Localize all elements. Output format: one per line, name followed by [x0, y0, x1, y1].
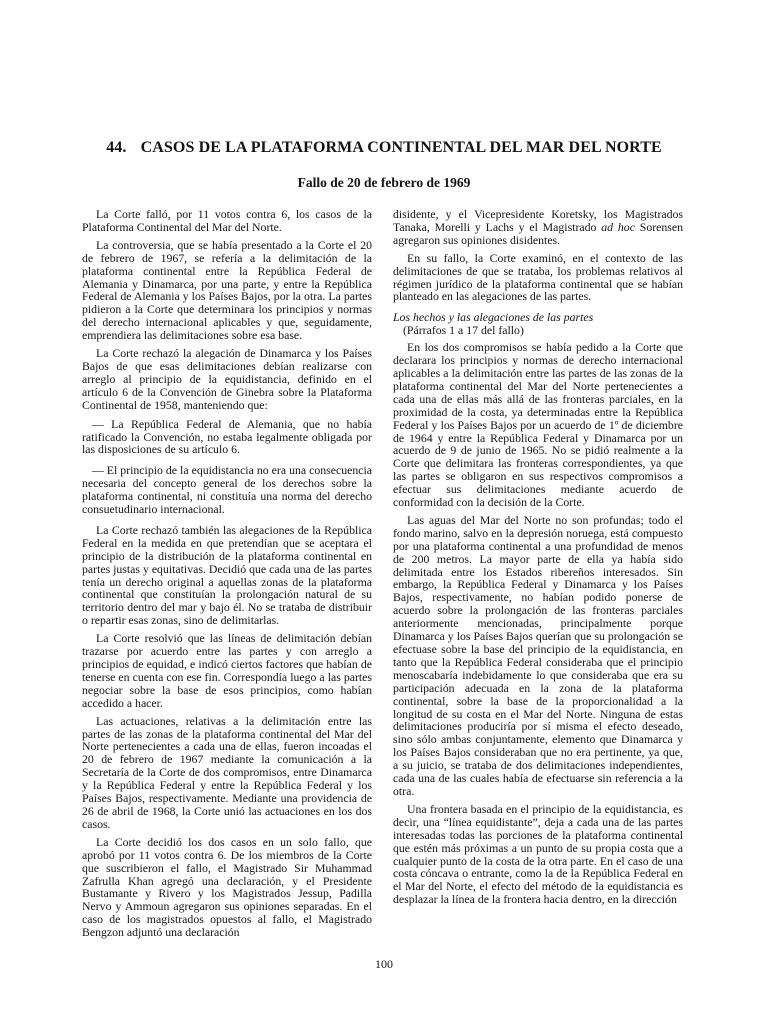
continued-paragraph — [393, 208, 683, 247]
section-heading: CASOS DE LA PLATAFORMA CONTINENTAL DEL MAR DEL NORTE — [140, 139, 662, 156]
quoted-point: — El principio de la equidistancia no era una consecuencia necesaria del concepto general de los derechos sobre la plataforma continental, ni constituía una norma del derecho consuetudinario internacional. — [82, 463, 372, 517]
judgment-date-subtitle: Fallo de 20 de febrero de 1969 — [297, 175, 471, 190]
quoted-point: — La República Federal de Alemania, que no había ratificado la Convención, no estaba legalmente obligada por las disposiciones de su artículo 6. — [82, 416, 372, 457]
paragraph: La Corte rechazó también las alegaciones de la República Federal en la medida en que pretendían que se aceptara el principio de la distribución de la plataforma continental en partes justas y equitativas. Decidió que cada una de las partes tenía un derecho original a aquellas zonas de la plataforma continental que constituían la prolongación natural de su territorio dentro del mar y bajo él. No se trataba de distribuir o repartir esas zonas, sino de delimitarlas. — [82, 522, 372, 628]
paragraph: Las aguas del Mar del Norte no son profundas; todo el fondo marino, salvo en la depresión noruega, está compuesto por una plataforma continental a una profundidad de menos de 200 metros. La mayor parte de ella ya había sido delimitada entre los Estados ribereños interesados. Sin embargo, la República Federal y Dinamarca y los Países Bajos, respectivamente, no habían podido ponerse de acuerdo sobre la prolongación de las fronteras parciales anteriormente mencionadas, principalmente porque Dinamarca y los Países Bajos querían que su prolongación se efectuase sobre la base del principio de la equidistancia, en tanto que la República Federal consideraba que el principio menoscabaría indebidamente lo que consideraba que era su participación adecuada en la zona de la plataforma continental, sobre la base de la proporcionalidad a la longitud de su costa en el Mar del Norte. Ninguna de estas delimitaciones produciría por sí misma el efecto deseado, sino sólo ambas conjuntamente, elemento que Dinamarca y los Países Bajos consideraban que no era pertinente, ya que, a su juicio, se trataba de dos delimitaciones independientes, cada una de las cuales había de efectuarse sin referencia a la otra. — [393, 512, 683, 798]
paragraph: La Corte falló, por 11 votos contra 6, los casos de la Plataforma Continental del Mar del Norte. — [82, 208, 372, 234]
left-text-column — [82, 208, 372, 960]
page-number: 100 — [375, 957, 393, 971]
paragraph: La Corte resolvió que las líneas de delimitación debían trazarse por acuerdo entre las partes y con arreglo a principios de equidad, e indicó ciertos factores que habían de tenerse en cuenta con ese fin. Correspondía luego a las partes negociar sobre la base de esos principios, como habían accedido a hacer. — [82, 631, 372, 710]
paragraph-text: Sorensen agregaron sus opiniones disidentes. — [393, 219, 683, 247]
page-title — [0, 139, 768, 157]
paragraph: En su fallo, la Corte examinó, en el contexto de las delimitaciones de que se trataba, los problemas relativos al régimen jurídico de la plataforma continental que se habían planteado en las alegaciones de las partes. — [393, 250, 683, 304]
paragraph: Las actuaciones, relativas a la delimitación entre las partes de las zonas de la plataforma continental del Mar del Norte pertenecientes a cada una de ellas, fueron incoadas el 20 de febrero de 1967 mediante la comunicación a la Secretaría de la Corte de dos compromisos, entre Dinamarca y la República Federal y entre la República Federal y los Países Bajos, respectivamente. Mediante una providencia de 26 de abril de 1968, la Corte unió las actuaciones en los dos casos. — [82, 713, 372, 831]
ad-hoc-term: ad hoc — [601, 219, 635, 234]
paragraph: La controversia, que se había presentado a la Corte el 20 de febrero de 1967, se refería a la delimitación de la plataforma continental entre la República Federal de Alemania y Dinamarca, por una parte, y entre la República Federal de Alemania y los Países Bajos, por la otra. La partes pidieron a la Corte que determinara los principios y normas del derecho internacional aplicables y que, seguidamente, emprendiera las delimitaciones sobre esa base. — [82, 237, 372, 343]
paragraph: En los dos compromisos se había pedido a la Corte que declarara los principios y normas de derecho internacional aplicables a la delimitación entre las partes de las zonas de la plataforma continental del Mar del Norte pertenecientes a cada una de ellas más allá de las fronteras parciales, en la proximidad de la costa, ya determinadas entre la República Federal y los Países Bajos por un acuerdo de 1º de diciembre de 1964 y entre la República Federal y Dinamarca por un acuerdo de 9 de junio de 1965. No se pidió realmente a la Corte que delimitara las fronteras correspondientes, ya que las partes se obligaron en sus respectivos compromisos a efectuar sus delimitaciones mediante acuerdo de conformidad con la decisión de la Corte. — [393, 340, 683, 510]
paragraph: La Corte rechazó la alegación de Dinamarca y los Países Bajos de que esas delimitaciones debían realizarse con arreglo al principio de la equidistancia, definido en el artículo 6 de la Convención de Ginebra sobre la Plataforma Continental de 1958, manteniendo que: — [82, 346, 372, 412]
section-number: 44. — [106, 139, 127, 156]
section-subheading: Los hechos y las alegaciones de las partes — [393, 310, 594, 325]
paragraph: Una frontera basada en el principio de la equidistancia, es decir, una “línea equidistante”, deja a cada una de las partes interesadas todas las porciones de la plataforma continental que estén más próximas a un punto de su propia costa que a cualquier punto de la costa de la otra parte. En el caso de una costa cóncava o entrante, como la de la República Federal en el Mar del Norte, el efecto del método de la equidistancia es desplazar la línea de la frontera hacia dentro, en la dirección — [393, 801, 683, 907]
paragraph: La Corte decidió los dos casos en un solo fallo, que aprobó por 11 votos contra 6. De los miembros de la Corte que suscribieron el fallo, el Magistrado Sir Muhammad Zafrulla Khan agregó una declaración, y el Presidente Bustamante y Rivero y los Magistrados Jessup, Padilla Nervo y Ammoun agregaron sus opiniones separadas. En el caso de los magistrados opuestos al fallo, el Magistrado Bengzon adjuntó una declaración — [82, 834, 372, 940]
paragraph-text: disidente, y el Vicepresidente Koretsky, los Magistrados Tanaka, Morelli y Lachs y el Magistrado — [393, 208, 683, 234]
section-paragraph-ref: (Párrafos 1 a 17 del fallo) — [403, 323, 524, 338]
right-text-column — [393, 208, 683, 960]
